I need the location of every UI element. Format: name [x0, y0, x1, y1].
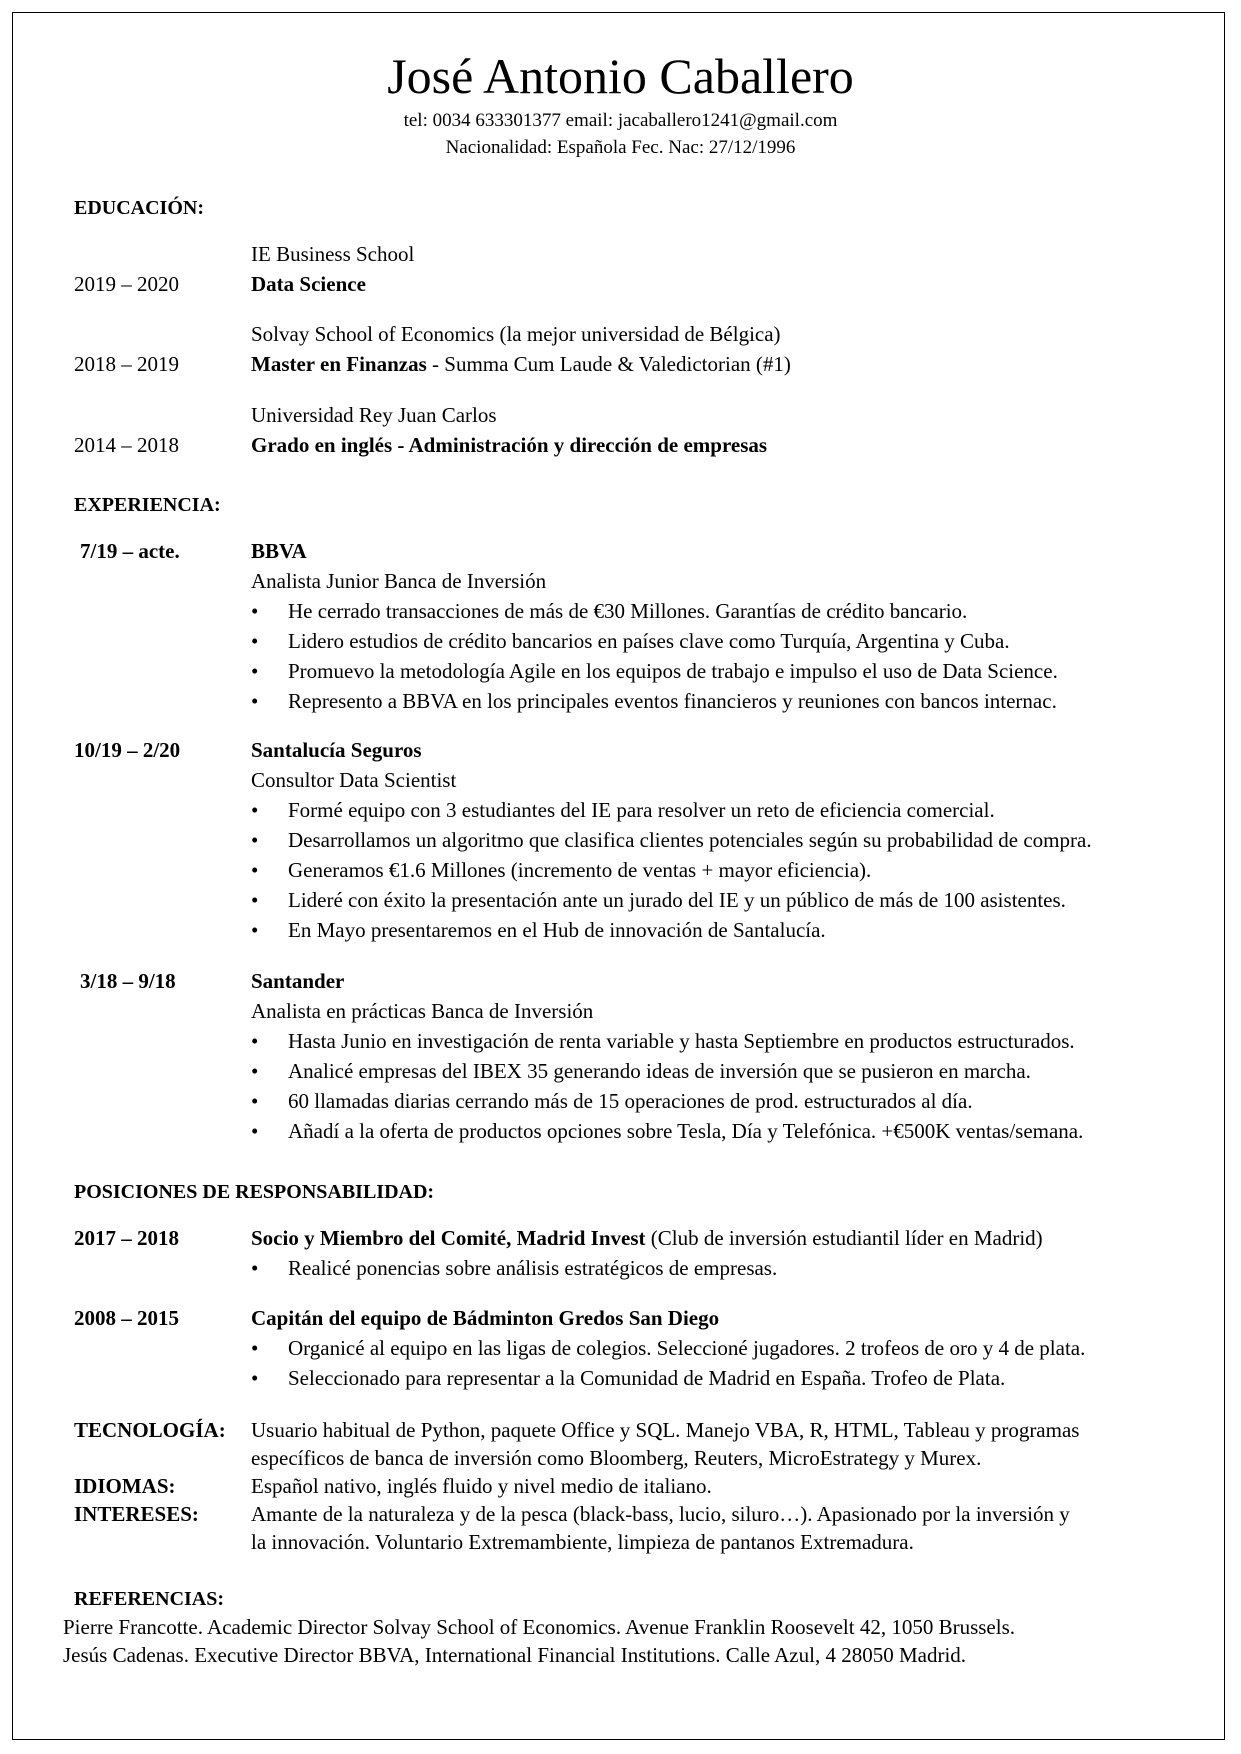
responsibility-dates: 2017 – 2018 [74, 1226, 179, 1250]
bullet-icon: • [251, 1119, 259, 1143]
education-degree: Master en Finanzas [251, 352, 427, 376]
list-item: • Añadí a la oferta de productos opciones sobre Tesla, Día y Telefónica. +€500K ventas/semana. [251, 1119, 1084, 1143]
experience-dates: 3/18 – 9/18 [80, 969, 176, 993]
experience-company: Santalucía Seguros [251, 738, 422, 762]
education-school: IE Business School [251, 242, 415, 266]
interests-label: INTERESES: [74, 1502, 199, 1526]
experience-heading: EXPERIENCIA: [74, 494, 221, 516]
experience-role: Analista Junior Banca de Inversión [251, 569, 547, 593]
bullet-icon: • [251, 798, 259, 822]
bullet-icon: • [251, 689, 259, 713]
list-item: • En Mayo presentaremos en el Hub de innovación de Santalucía. [251, 918, 826, 942]
bullet-icon: • [251, 1059, 259, 1083]
education-school: Universidad Rey Juan Carlos [251, 403, 497, 427]
candidate-name: José Antonio Caballero [387, 48, 854, 104]
bullet-icon: • [251, 918, 259, 942]
experience-company: BBVA [251, 539, 307, 563]
list-item: • He cerrado transacciones de más de €30 Millones. Garantías de crédito bancario. [251, 599, 968, 623]
interests-text: Amante de la naturaleza y de la pesca (black-bass, lucio, siluro…). Apasionado por la inversión y [251, 1502, 1070, 1526]
list-item: • Represento a BBVA en los principales eventos financieros y reuniones con bancos internac. [251, 689, 1057, 713]
list-item: • Promuevo la metodología Agile en los equipos de trabajo e impulso el uso de Data Science. [251, 659, 1058, 683]
list-item: • Formé equipo con 3 estudiantes del IE para resolver un reto de eficiencia comercial. [251, 798, 995, 822]
technology-text: Usuario habitual de Python, paquete Office y SQL. Manejo VBA, R, HTML, Tableau y programas [251, 1418, 1080, 1442]
bullet-icon: • [251, 629, 259, 653]
education-heading: EDUCACIÓN: [74, 197, 204, 219]
contact-line: tel: 0034 633301377 email: jacaballero1241@gmail.com [403, 110, 838, 131]
nationality-line: Nacionalidad: Española Fec. Nac: 27/12/1996 [445, 137, 796, 158]
list-item: • 60 llamadas diarias cerrando más de 15 operaciones de prod. estructurados al día. [251, 1089, 973, 1113]
reference-line: Jesús Cadenas. Executive Director BBVA, International Financial Institutions. Calle Azul, 4 28050 Madrid. [63, 1643, 967, 1667]
responsibility-heading: POSICIONES DE RESPONSABILIDAD: [74, 1181, 435, 1203]
technology-label: TECNOLOGÍA: [74, 1418, 226, 1442]
bullet-icon: • [251, 1256, 259, 1280]
bullet-icon: • [251, 858, 259, 882]
references-heading: REFERENCIAS: [74, 1588, 225, 1610]
responsibility-title: Socio y Miembro del Comité, Madrid Invest [251, 1226, 646, 1250]
education-honors: - Summa Cum Laude & Valedictorian (#1) [426, 352, 791, 376]
list-item: • Organicé al equipo en las ligas de colegios. Seleccioné jugadores. 2 trofeos de oro y 4 de plata. [251, 1336, 1086, 1360]
bullet-icon: • [251, 888, 259, 912]
list-item: • Hasta Junio en investigación de renta variable y hasta Septiembre en productos estructurados. [251, 1029, 1075, 1053]
list-item: • Desarrollamos un algoritmo que clasifica clientes potenciales según su probabilidad de compra. [251, 828, 1092, 852]
education-degree: Grado en inglés - Administración y dirección de empresas [251, 433, 768, 457]
experience-dates: 7/19 – acte. [80, 539, 180, 563]
list-item: • Seleccionado para representar a la Comunidad de Madrid en España. Trofeo de Plata. [251, 1366, 1006, 1390]
education-degree-line [251, 352, 791, 376]
list-item: • Realicé ponencias sobre análisis estratégicos de empresas. [251, 1256, 778, 1280]
list-item: • Generamos €1.6 Millones (incremento de ventas + mayor eficiencia). [251, 858, 872, 882]
education-dates: 2018 – 2019 [74, 352, 179, 376]
interests-text-cont: la innovación. Voluntario Extremambiente, limpieza de pantanos Extremadura. [251, 1530, 914, 1554]
education-degree: Data Science [251, 272, 366, 296]
bullet-icon: • [251, 1089, 259, 1113]
education-dates: 2019 – 2020 [74, 272, 179, 296]
list-item: • Lideré con éxito la presentación ante un jurado del IE y un público de más de 100 asistentes. [251, 888, 1066, 912]
bullet-icon: • [251, 599, 259, 623]
experience-company: Santander [251, 969, 345, 993]
responsibility-title: Capitán del equipo de Bádminton Gredos San Diego [251, 1306, 720, 1330]
bullet-icon: • [251, 828, 259, 852]
languages-text: Español nativo, inglés fluido y nivel medio de italiano. [251, 1474, 712, 1498]
bullet-icon: • [251, 1029, 259, 1053]
list-item: • Lidero estudios de crédito bancarios en países clave como Turquía, Argentina y Cuba. [251, 629, 1010, 653]
education-school: Solvay School of Economics (la mejor universidad de Bélgica) [251, 322, 781, 346]
technology-text-cont: específicos de banca de inversión como Bloomberg, Reuters, MicroEstrategy y Murex. [251, 1446, 982, 1470]
reference-line: Pierre Francotte. Academic Director Solvay School of Economics. Avenue Franklin Roosevelt 42, 1050 Brussels. [63, 1615, 1016, 1639]
bullet-icon: • [251, 659, 259, 683]
experience-dates: 10/19 – 2/20 [74, 738, 181, 762]
responsibility-dates: 2008 – 2015 [74, 1306, 179, 1330]
bullet-icon: • [251, 1366, 259, 1390]
languages-label: IDIOMAS: [74, 1474, 176, 1498]
list-item: • Analicé empresas del IBEX 35 generando ideas de inversión que se pusieron en marcha. [251, 1059, 1031, 1083]
responsibility-note: (Club de inversión estudiantil líder en Madrid) [645, 1226, 1043, 1250]
education-dates: 2014 – 2018 [74, 433, 179, 457]
experience-role: Consultor Data Scientist [251, 768, 457, 792]
experience-role: Analista en prácticas Banca de Inversión [251, 999, 594, 1023]
responsibility-title-line [251, 1226, 1043, 1250]
bullet-icon: • [251, 1336, 259, 1360]
